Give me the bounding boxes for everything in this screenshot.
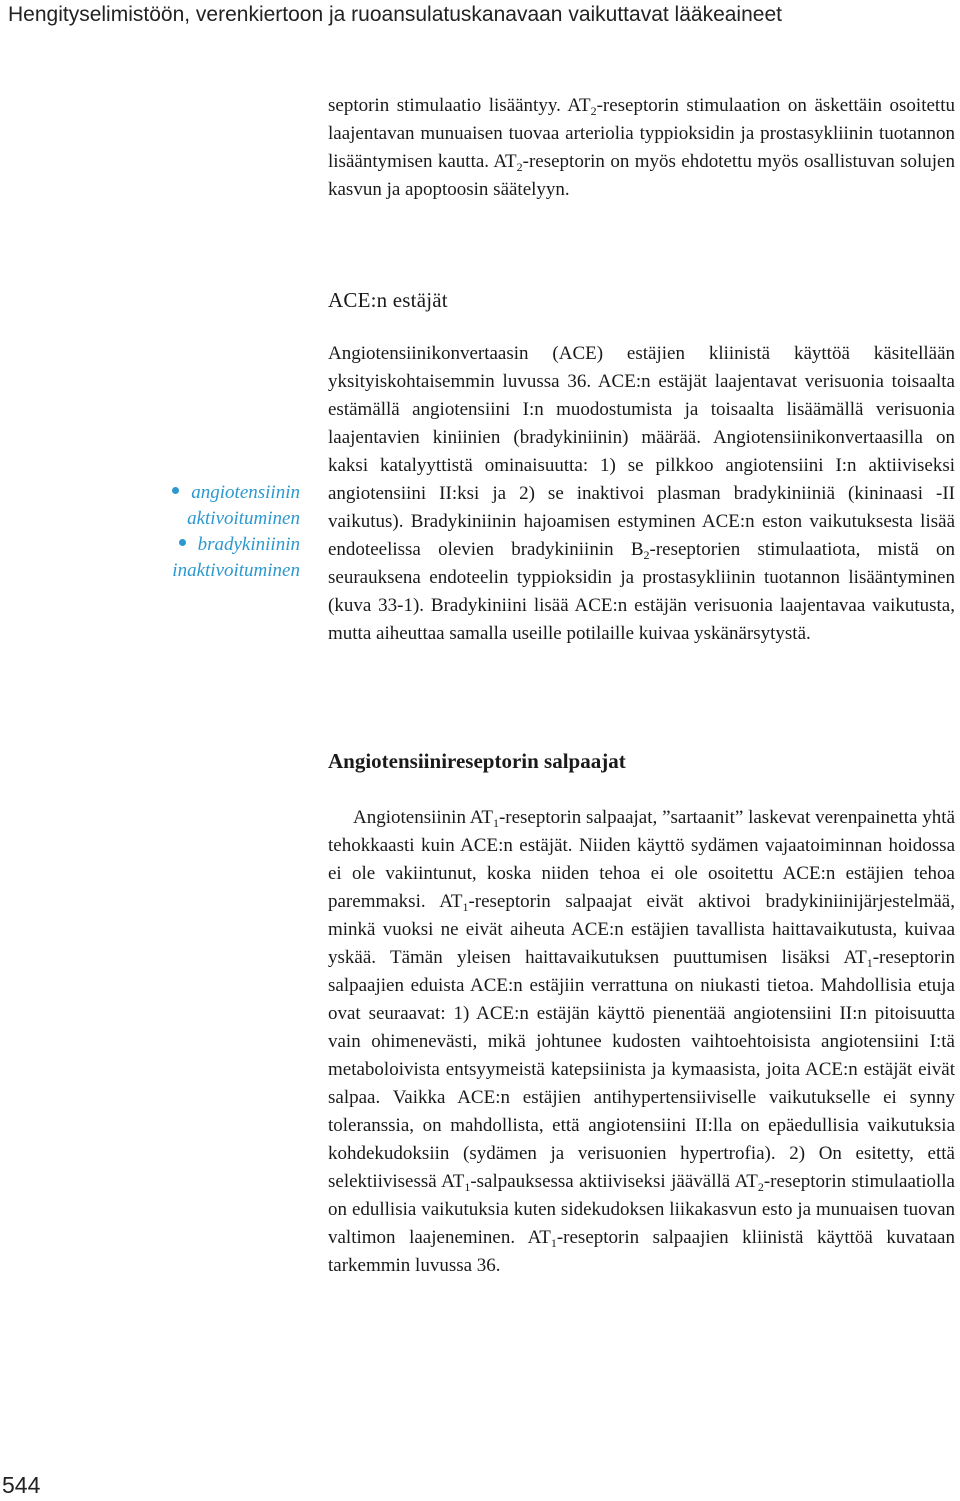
bullet-dot-icon xyxy=(179,539,186,546)
arb-text: Angiotensiinin $AT_1$-reseptorin salpaajat, ”sartaanit” laskevat verenpainetta yhtä tehokkaasti kuin ACE:n estäjät. Niiden käyttö sydämen vajaatoiminnan hoidossa ei ole vakiintunut, koska niiden tehoa ei ole osoitettu ACE:n estäjien tehoa paremmaksi. $AT_1$-reseptorin salpaajat eivät aktivoi bradykiniinijärjestelmää, minkä vuoksi ne eivät aiheuta ACE:n estäjien tavallista haittavaikutusta, kuivaa yskää. Tämän yleisen haittavaikutuksen puuttumisen lisäksi $AT_1$-reseptorin salpaajien eduista ACE:n estäjiin verrattuna on niukasti tietoa. Mahdollisia etuja ovat seuraavat: 1) ACE:n estäjän käyttö pienentää angiotensiini II:n pitoisuutta vain ohimenevästi, mikä johtunee kudosten vaihtoehtoisista angiotensiini I:tä metaboloivista entsyymeistä katepsiinista ja kymaasista, joita ACE:n estäjät eivät salpaa. Vaikka ACE:n estäjien antihypertensiiviselle vaikutukselle ei synny toleranssia, on mahdollista, että angiotensiini II:lla on epäedullisia vaikutuksia kohdekudoksiin (sydämen ja verisuonien hypertrofia). 2) On esitetty, että selektiivisessä $AT_1$-salpauksessa aktiiviseksi jäävällä $AT_2$-reseptorin stimulaatiolla on edullisia vaikutuksia kuten sidekudoksen liikakasvun esto ja munuaisen tuovan valtimon laajeneminen. $AT_1$-reseptorin salpaajien kliinistä käyttöä kuvataan tarkemmin luvussa 36. xyxy=(328,807,956,1276)
arb-paragraph xyxy=(328,804,955,1280)
ace-inhibitors-heading: ACE:n estäjät xyxy=(328,288,448,312)
page-number: 544 xyxy=(2,1472,41,1498)
margin-note xyxy=(118,480,300,584)
margin-note-item-continuation: inaktivoituminen xyxy=(172,560,300,581)
margin-note-item: angiotensiinin xyxy=(118,480,300,506)
running-header-title: Hengityselimistöön, verenkiertoon ja ruoansulatuskanavaan vaikuttavat lääkeaineet xyxy=(8,3,782,26)
ace-text: Angiotensiinikonvertaasin (ACE) estäjien kliinistä käyttöä käsitellään yksityiskohtaisemmin luvussa 36. ACE:n estäjät laajentavat verisuonia toisaalta estämällä angiotensiini I:n muodostumista ja toisaalta lisäämällä verisuonia laajentavien kiniinien (bradykiniinin) määrää. Angiotensiinikonvertaasilla on kaksi katalyyttistä ominaisuutta: 1) se pilkkoo angiotensiini I:n aktiiviseksi angiotensiini II:ksi ja 2) se inaktivoi plasman bradykiniiniä (kininaasi -II vaikutus). Bradykiniinin hajoamisen estyminen ACE:n eston vaikutuksesta lisää endoteelissa olevien bradykiniinin $B_2$-reseptorien stimulaatiota, mistä on seurauksena endoteelin typpioksidin ja prostasykliinin tuotannon lisääntyminen (kuva 33-1). Bradykiniini lisää ACE:n estäjän verisuonia laajentavaa vaikutusta, mutta aiheuttaa samalla useille potilaille kuivaa yskänärsytystä. xyxy=(328,343,955,644)
margin-note-item-continuation: aktivoituminen xyxy=(187,508,300,529)
angiotensin-receptor-blockers-heading: Angiotensiinireseptorin salpaajat xyxy=(328,749,626,773)
margin-note-item: bradykiniinin xyxy=(118,532,300,558)
intro-paragraph xyxy=(328,92,955,204)
bullet-dot-icon xyxy=(172,487,179,494)
intro-text: septorin stimulaatio lisääntyy. $AT_2$-reseptorin stimulaation on äskettäin osoitettu laajentavan munuaisen tuovaa arteriolia typpioksidin ja prostasykliinin tuotannon lisääntymisen kautta. $AT_2$-reseptorin on myös ehdotettu myös osallistuvan solujen kasvun ja apoptoosin säätelyyn. xyxy=(328,95,955,200)
ace-inhibitors-paragraph xyxy=(328,340,955,648)
